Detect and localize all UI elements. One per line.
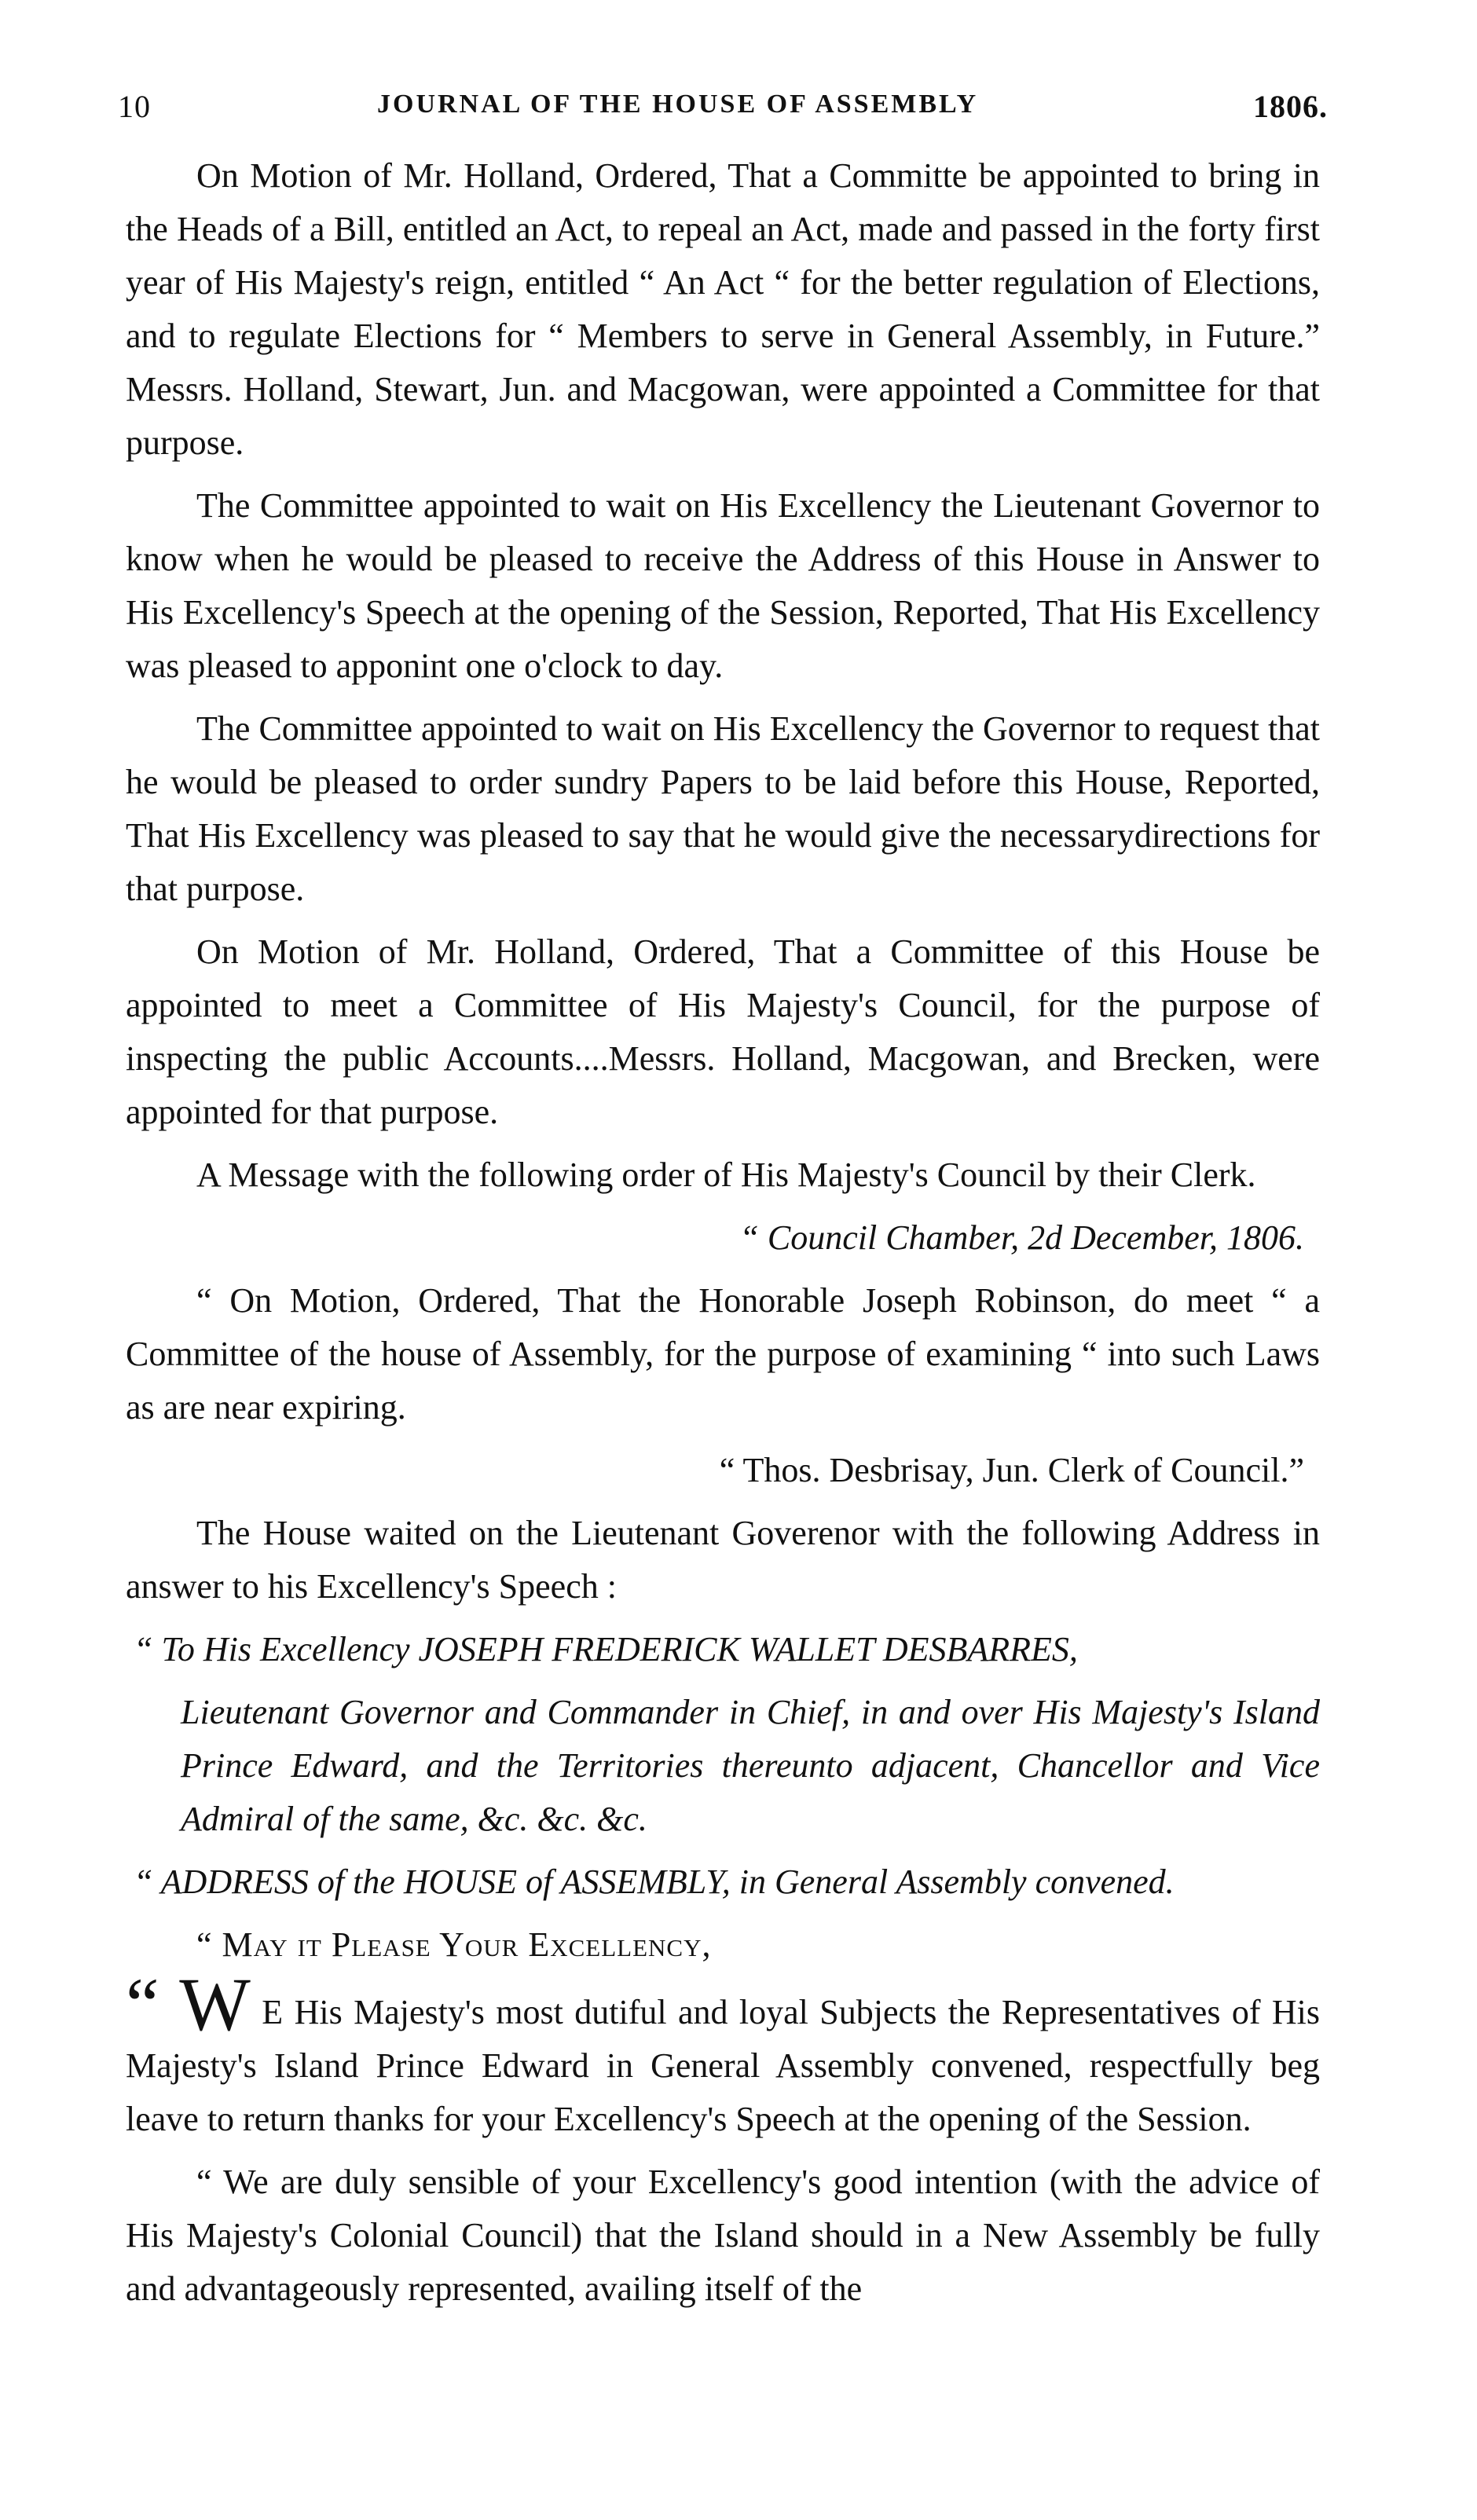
paragraph-address-opening [126,1962,1321,2146]
salutation: “ May it Please Your Excellency, [196,1925,712,1964]
paragraph-council-order: “ On Motion, Ordered, That the Honorable Joseph Robinson, do meet “ a Committee of the house of Assembly, for the purpose of examining “ into such Laws as are near expiring. [126,1281,1320,1427]
dateline: “ Council Chamber, 2d December, 1806. [739,1218,1304,1257]
year: 1806. [1253,89,1328,124]
running-header [118,88,1328,135]
drop-cap: “ W [126,1962,251,2046]
addressee-titles: Lieutenant Governor and Commander in Chief, in and over His Majesty's Island Prince Edward, and the Territories thereunto adjacent, Chancellor and Vice Admiral of the same, &c. &c. &c. [181,1693,1320,1838]
page-number: 10 [118,89,151,124]
journal-text [126,149,1320,2325]
addressee-line: “ To His Excellency JOSEPH FREDERICK WALLET DESBARRES, [134,1630,1078,1668]
address-opening-text: E His Majesty's most dutiful and loyal Subjects the Representatives of His Majesty's Island Prince Edward in General Assembly convened, respectfully beg leave to return thanks for your Excellency's Speech at the opening of the Session. [126,1993,1321,2138]
running-title: JOURNAL OF THE HOUSE OF ASSEMBLY [377,90,979,119]
paragraph-committee-address: The Committee appointed to wait on His Excellency the Lieutenant Governor to know when he would be pleased to receive the Address of this House in Answer to His Excellency's Speech at the opening of the Session, Reported, That His Excellency was pleased to apponint one o'clock to day. [126,486,1320,685]
paragraph-motion-accounts: On Motion of Mr. Holland, Ordered, That a Committee of this House be appointed to meet a Committee of His Majesty's Council, for the purpose of inspecting the public Accounts....Messrs. Holland, Macgowan, and Brecken, were appointed for that purpose. [126,932,1320,1131]
paragraph-house-waited: The House waited on the Lieutenant Goverenor with the following Address in answer to his Excellency's Speech : [126,1514,1320,1606]
address-title: “ ADDRESS of the HOUSE of ASSEMBLY, in General Assembly convened. [134,1863,1175,1901]
paragraph-message: A Message with the following order of His Majesty's Council by their Clerk. [196,1156,1256,1194]
paragraph-address-sensible: “ We are duly sensible of your Excellency's good intention (with the advice of His Majesty's Colonial Council) that the Island should in a New Assembly be fully and advantageously represented, availing itself of the [126,2163,1320,2308]
paragraph-motion-elections: On Motion of Mr. Holland, Ordered, That a Committe be appointed to bring in the Heads of a Bill, entitled an Act, to repeal an Act, made and passed in the forty first year of His Majesty's reign, entitled “ An Act “ for the better regulation of Elections, and to regulate Elections for “ Members to serve in General Assembly, in Future.” Messrs. Holland, Stewart, Jun. and Macgowan, were appointed a Committee for that purpose. [126,156,1320,462]
signature: “ Thos. Desbrisay, Jun. Clerk of Council.” [719,1451,1304,1489]
paragraph-committee-papers: The Committee appointed to wait on His Excellency the Governor to request that he would be pleased to order sundry Papers to be laid before this House, Reported, That His Excellency was pleased to say that he would give the necessarydirections for that purpose. [126,709,1320,908]
